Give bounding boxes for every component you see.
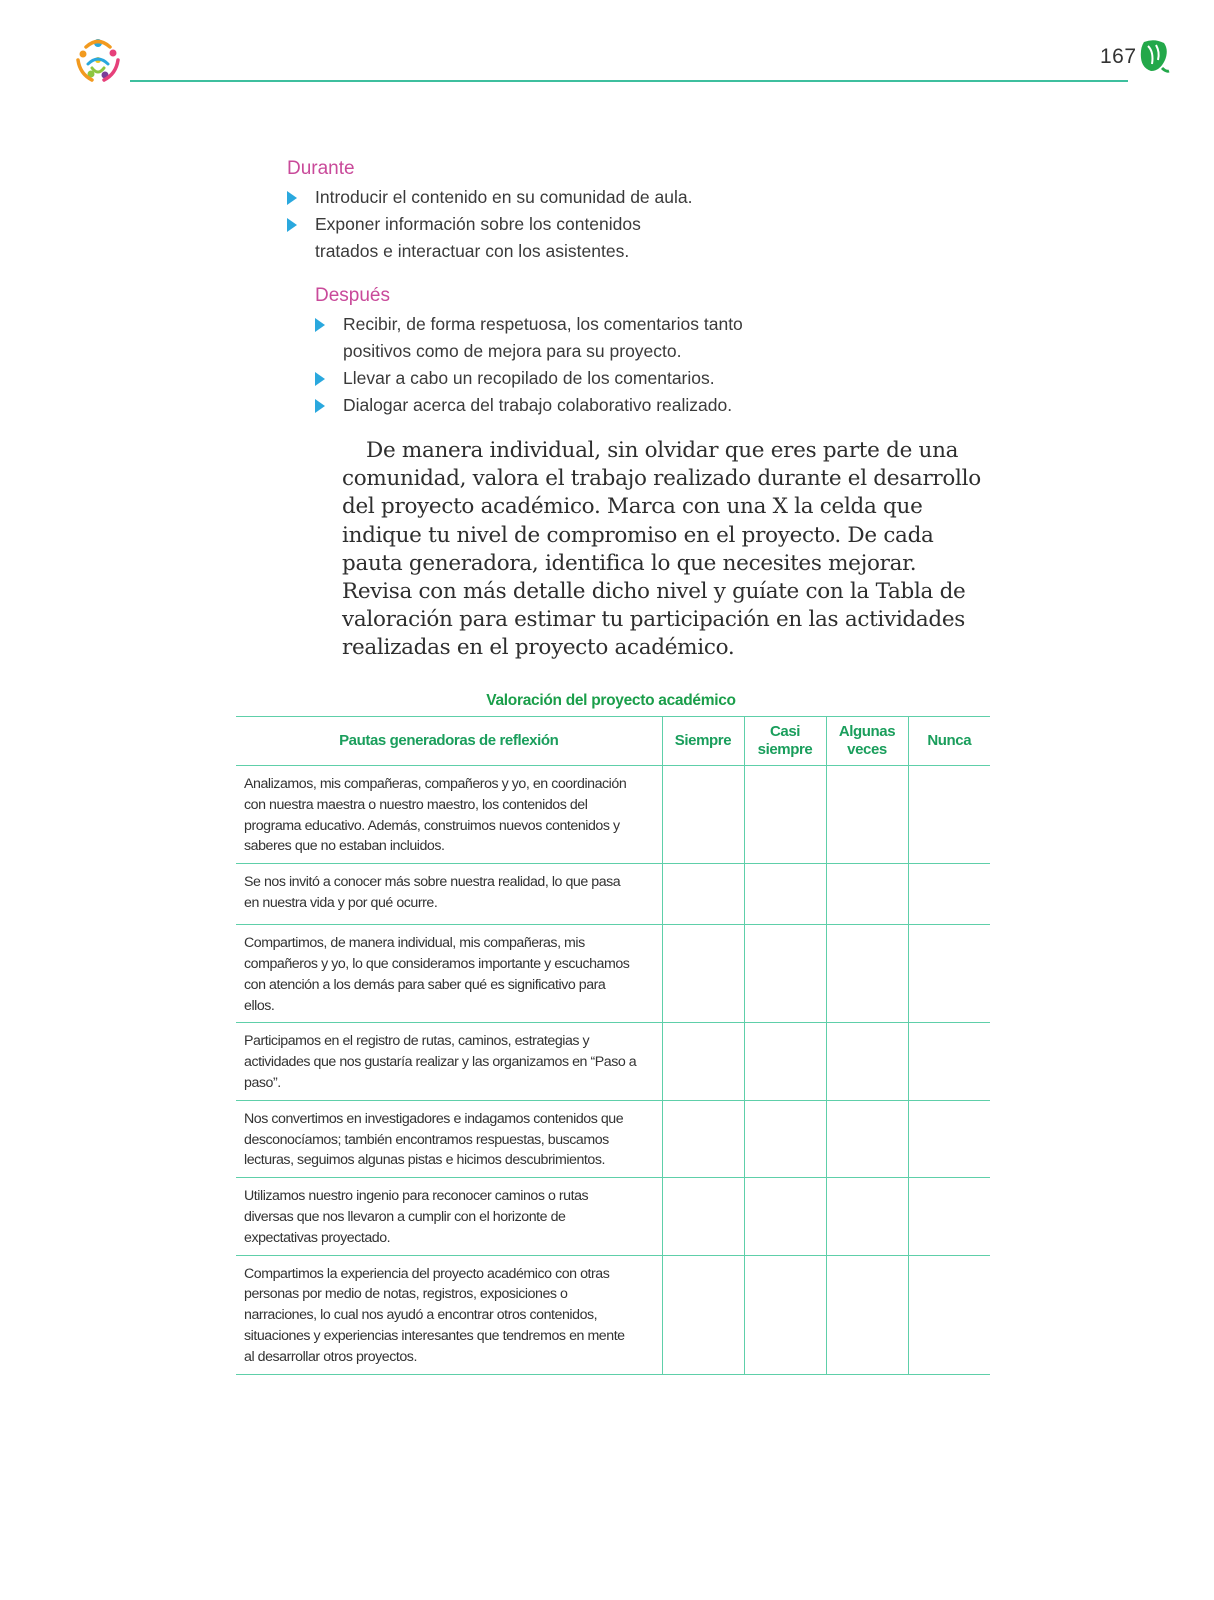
green-leaf-icon [1138,38,1170,74]
cell-algunas-veces[interactable] [826,1178,908,1255]
colorful-people-circle-logo [72,34,124,84]
cell-siempre[interactable] [662,1178,744,1255]
list-item: Exponer información sobre los contenidos tratados e interactuar con los asistentes. [287,211,667,265]
table-row [236,1023,990,1100]
table-row [236,766,990,864]
cell-casi-siempre[interactable] [744,1255,826,1374]
cell-nunca[interactable] [908,1100,990,1177]
cell-nunca[interactable] [908,766,990,864]
despues-heading: Después [315,285,390,306]
criteria-cell: Compartimos, de manera individual, mis compañeras, mis compañeros y yo, lo que consideramos importante y escuchamos con atención a los demás para saber qué es significativo para ellos. [236,925,662,1023]
cell-algunas-veces[interactable] [826,925,908,1023]
header-nunca: Nunca [908,717,990,766]
list-item: Llevar a cabo un recopilado de los comentarios. [315,365,775,392]
header-rule [130,80,1128,82]
evaluation-table [236,716,990,1375]
cell-algunas-veces[interactable] [826,1255,908,1374]
durante-heading: Durante [287,158,355,179]
cell-casi-siempre[interactable] [744,766,826,864]
cell-siempre[interactable] [662,1023,744,1100]
header-casi-siempre: Casi siempre [744,717,826,766]
cell-nunca[interactable] [908,1255,990,1374]
criteria-cell: Analizamos, mis compañeras, compañeros y yo, en coordinación con nuestra maestra o nuestro maestro, los contenidos del programa educativo. Además, construimos nuevos contenidos y saberes que no estaban incluidos. [236,766,662,864]
table-row [236,1100,990,1177]
cell-siempre[interactable] [662,1255,744,1374]
cell-casi-siempre[interactable] [744,1178,826,1255]
cell-nunca[interactable] [908,925,990,1023]
cell-algunas-veces[interactable] [826,766,908,864]
cell-siempre[interactable] [662,864,744,925]
cell-algunas-veces[interactable] [826,864,908,925]
cell-casi-siempre[interactable] [744,1023,826,1100]
criteria-cell: Compartimos la experiencia del proyecto académico con otras personas por medio de notas, registros, exposiciones o narraciones, lo cual nos ayudó a encontrar otros contenidos, situaciones y experiencias interesantes que tendremos en mente al desarrollar otros proyectos. [236,1255,662,1374]
table-row [236,1178,990,1255]
cell-casi-siempre[interactable] [744,925,826,1023]
durante-list [287,184,747,265]
table-row [236,925,990,1023]
bullet-triangle-icon [287,218,297,232]
instructions-paragraph: De manera individual, sin olvidar que eres parte de una comunidad, valora el trabajo realizado durante el desarrollo del proyecto académico. Marca con una X la celda que indique tu nivel de compromiso en el proyecto. De cada pauta generadora, identifica lo que necesites mejorar. Revisa con más detalle dicho nivel y guíate con la Tabla de valoración para estimar tu participación en las actividades realizadas en el proyecto académico. [342,438,981,661]
criteria-cell: Utilizamos nuestro ingenio para reconocer caminos o rutas diversas que nos llevaron a cumplir con el horizonte de expectativas proyectado. [236,1178,662,1255]
list-item: Introducir el contenido en su comunidad de aula. [287,184,747,211]
page-number: 167 [1100,45,1137,68]
cell-casi-siempre[interactable] [744,864,826,925]
bullet-triangle-icon [287,191,297,205]
header-criteria: Pautas generadoras de reflexión [236,717,662,766]
cell-algunas-veces[interactable] [826,1100,908,1177]
criteria-cell: Nos convertimos en investigadores e indagamos contenidos que desconocíamos; también encontramos respuestas, buscamos lecturas, seguimos algunas pistas e hicimos descubrimientos. [236,1100,662,1177]
table-title: Valoración del proyecto académico [486,692,736,709]
list-item: Dialogar acerca del trabajo colaborativo realizado. [315,392,775,419]
criteria-cell: Participamos en el registro de rutas, caminos, estrategias y actividades que nos gustaría realizar y las organizamos en “Paso a paso”. [236,1023,662,1100]
table-row [236,864,990,925]
header-siempre: Siempre [662,717,744,766]
despues-list [315,311,775,419]
criteria-cell: Se nos invitó a conocer más sobre nuestra realidad, lo que pasa en nuestra vida y por qué ocurre. [236,864,662,925]
header-algunas-veces: Algunas veces [826,717,908,766]
bullet-triangle-icon [315,372,325,386]
bullet-triangle-icon [315,399,325,413]
table-row [236,1255,990,1374]
cell-siempre[interactable] [662,766,744,864]
cell-nunca[interactable] [908,1023,990,1100]
list-item: Recibir, de forma respetuosa, los comentarios tanto positivos como de mejora para su proyecto. [315,311,745,365]
cell-siempre[interactable] [662,925,744,1023]
bullet-triangle-icon [315,318,325,332]
cell-siempre[interactable] [662,1100,744,1177]
cell-nunca[interactable] [908,864,990,925]
cell-nunca[interactable] [908,1178,990,1255]
cell-algunas-veces[interactable] [826,1023,908,1100]
cell-casi-siempre[interactable] [744,1100,826,1177]
table-header-row [236,717,990,766]
